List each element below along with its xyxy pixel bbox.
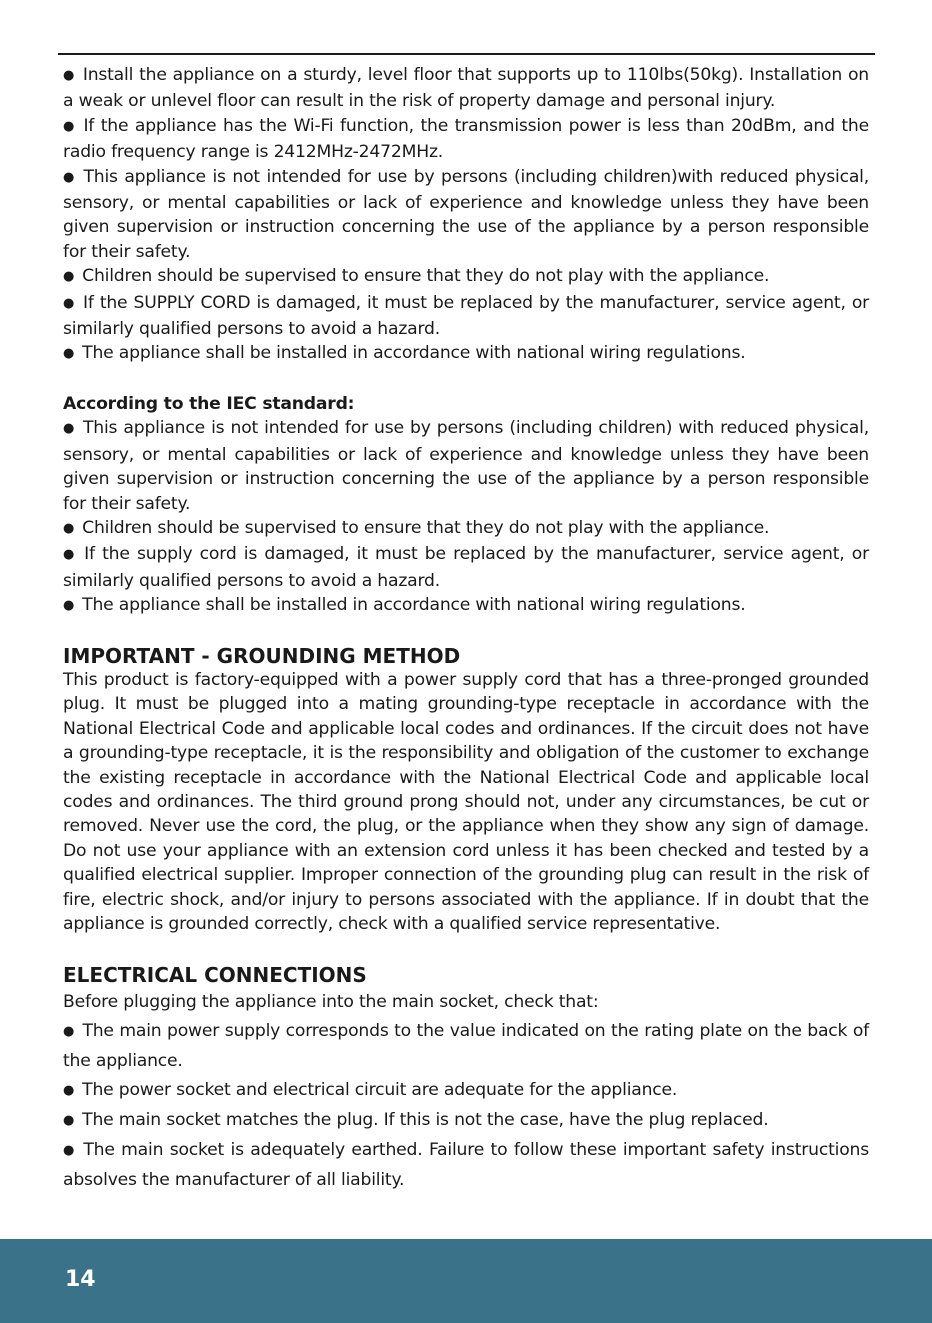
page-number: 14 [65,1267,96,1292]
footer-bar [0,1239,932,1323]
electrical-bullet-plug-match: ● The main socket matches the plug. If this is not the case, have the plug replaced. [63,1106,869,1136]
electrical-bullet-earthed: ● The main socket is adequately earthed. Failure to follow these important safety instructions absolves the manufacturer of all liability. [63,1136,869,1195]
safety-bullet-wiring: ● The appliance shall be installed in accordance with national wiring regulations. [63,341,869,367]
iec-bullet-wiring: ● The appliance shall be installed in accordance with national wiring regulations. [63,593,869,619]
iec-bullet-supply-cord: ● If the supply cord is damaged, it must be replaced by the manufacturer, service agent, or similarly qualified persons to avoid a hazard. [63,542,869,593]
electrical-heading: ELECTRICAL CONNECTIONS [63,963,367,988]
safety-bullet-wifi: ● If the appliance has the Wi-Fi function, the transmission power is less than 20dBm, and the radio frequency range is 2412MHz-2472MHz. [63,114,869,165]
safety-bullet-children: ● Children should be supervised to ensure that they do not play with the appliance. [63,264,869,290]
top-rule [58,53,875,55]
electrical-intro: Before plugging the appliance into the main socket, check that: [63,991,599,1012]
page-content [63,63,869,1195]
iec-bullet-capabilities: ● This appliance is not intended for use by persons (including children) with reduced physical, sensory, or mental capabilities or lack of experience and knowledge unless they have been given supervision or instruction concerning the use of the appliance by a person responsible for their safety. [63,416,869,516]
iec-bullet-children: ● Children should be supervised to ensure that they do not play with the appliance. [63,516,869,542]
safety-bullet-capabilities: ● This appliance is not intended for use by persons (including children)with reduced physical, sensory, or mental capabilities or lack of experience and knowledge unless they have been given supervision or instruction concerning the use of the appliance by a person responsible for their safety. [63,165,869,265]
safety-bullet-supply-cord: ● If the SUPPLY CORD is damaged, it must be replaced by the manufacturer, service agent, or similarly qualified persons to avoid a hazard. [63,291,869,342]
safety-bullet-floor: ● Install the appliance on a sturdy, level floor that supports up to 110lbs(50kg). Installation on a weak or unlevel floor can result in the risk of property damage and personal injury. [63,63,869,114]
electrical-bullet-power-supply: ● The main power supply corresponds to the value indicated on the rating plate on the back of the appliance. [63,1017,869,1076]
electrical-bullet-socket-circuit: ● The power socket and electrical circuit are adequate for the appliance. [63,1076,869,1106]
grounding-body: This product is factory-equipped with a power supply cord that has a three-pronged grounded plug. It must be plugged into a mating grounding-type receptacle in accordance with the National Electrical Code and applicable local codes and ordinances. If the circuit does not have a grounding-type receptacle, it is the responsibility and obligation of the customer to exchange the existing receptacle in accordance with the National Electrical Code and applicable local codes and ordinances. The third ground prong should not, under any circumstances, be cut or removed. Never use the cord, the plug, or the appliance when they show any sign of damage. Do not use your appliance with an extension cord unless it has been checked and tested by a qualified electrical supplier. Improper connection of the grounding plug can result in the risk of fire, electric shock, and/or injury to persons associated with the appliance. If in doubt that the appliance is grounded correctly, check with a qualified service representative. [63,669,869,934]
electrical-section [63,988,869,1195]
iec-heading: According to the IEC standard: [63,393,355,414]
grounding-heading: IMPORTANT - GROUNDING METHOD [63,643,461,668]
